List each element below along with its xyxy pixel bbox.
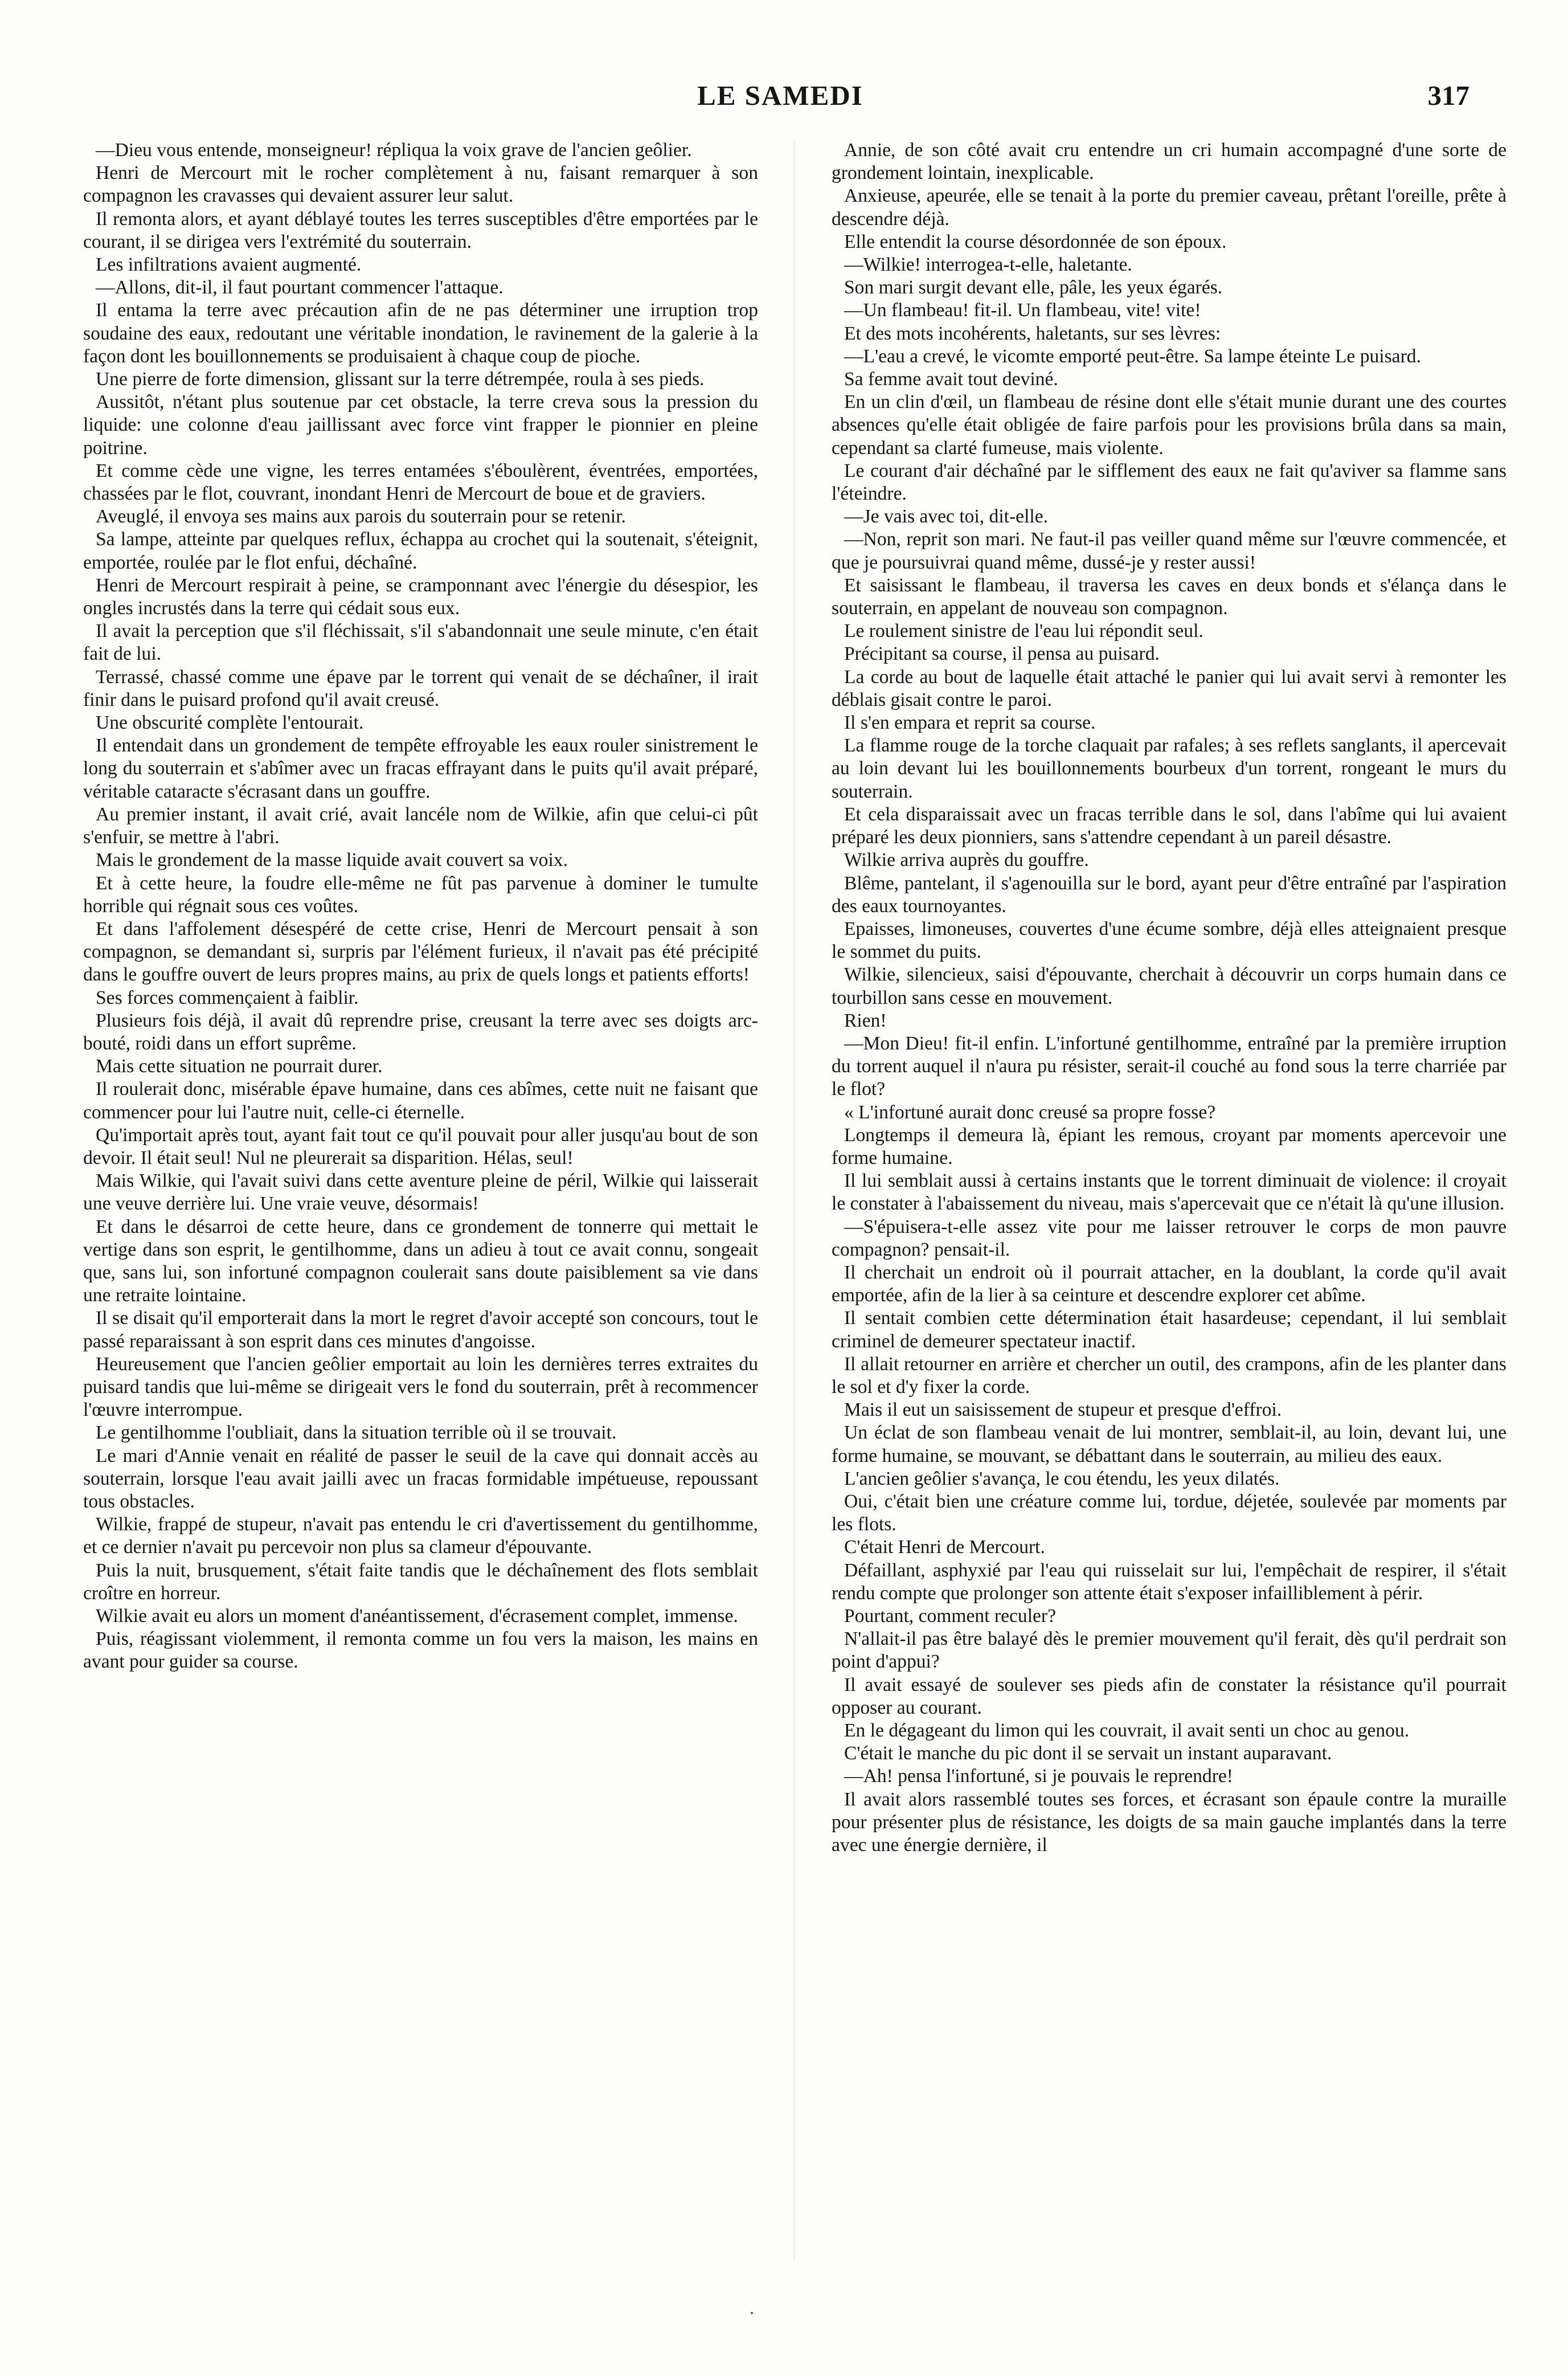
paragraph: Il avait essayé de soulever ses pieds afin de constater la résistance qu'il pourrait opposer au courant. — [832, 1674, 1506, 1718]
paragraph: Et cela disparaissait avec un fracas terrible dans le sol, dans l'abîme qui lui avaient préparé les deux pionniers, sans s'attendre cependant à un pareil désastre. — [832, 803, 1506, 848]
paragraph: Qu'importait après tout, ayant fait tout ce qu'il pouvait pour aller jusqu'au bout de son devoir. Il était seul! Nul ne pleurerait sa disparition. Hélas, seul! — [83, 1124, 758, 1168]
paragraph: Défaillant, asphyxié par l'eau qui ruisselait sur lui, l'empêchait de respirer, il s'était rendu compte que prolonger son attente était s'exposer infailliblement à périr. — [832, 1559, 1506, 1604]
paragraph: Les infiltrations avaient augmenté. — [96, 254, 362, 276]
paragraph: Epaisses, limoneuses, couvertes d'une écume sombre, déjà elles atteignaient presque le sommet du puits. — [832, 918, 1506, 963]
paragraph: Précipitant sa course, il pensa au puisard. — [844, 643, 1160, 665]
paragraph: —Allons, dit-il, il faut pourtant commencer l'attaque. — [96, 277, 503, 299]
paragraph: Anxieuse, apeurée, elle se tenait à la porte du premier caveau, prêtant l'oreille, prête à descendre déjà. — [832, 185, 1506, 230]
paragraph: Il allait retourner en arrière et chercher un outil, des crampons, afin de les planter dans le sol et d'y fixer la corde. — [832, 1353, 1506, 1398]
paragraph: —Ah! pensa l'infortuné, si je pouvais le reprendre! — [844, 1766, 1233, 1787]
paragraph: La flamme rouge de la torche claquait par rafales; à ses reflets sanglants, il apercevait au loin devant lui les bouillonnements bourbeux d'un torrent, rongeant le murs du souterrain. — [832, 735, 1506, 802]
paragraph: Il se disait qu'il emporterait dans la mort le regret d'avoir accepté son concours, tout le passé reparaissant à son esprit dans ces minutes d'angoisse. — [83, 1308, 758, 1352]
paragraph: Aussitôt, n'étant plus soutenue par cet obstacle, la terre creva sous la pression du liquide: une colonne d'eau jaillissant avec force vint frapper le pionnier en pleine poitrine. — [83, 391, 758, 459]
paragraph: Il s'en empara et reprit sa course. — [844, 712, 1096, 734]
paragraph: Et saisissant le flambeau, il traversa les caves en deux bonds et s'élança dans le souterrain, en appelant de nouveau son compagnon. — [832, 574, 1506, 619]
paragraph: Heureusement que l'ancien geôlier emportait au loin les dernières terres extraites du puisard tandis que lui-même se dirigeait vers le fond du souterrain, prêt à recommencer l'œuvre interrompue. — [83, 1353, 758, 1421]
paragraph: Il entendait dans un grondement de tempête effroyable les eaux rouler sinistrement le long du souterrain et s'abîmer avec un fracas effrayant dans le puits qu'il avait préparé, véritable cataracte s'écrasant dans un gouffre. — [83, 735, 758, 802]
paragraph: Il lui semblait aussi à certains instants que le torrent diminuait de violence: il croyait le constater à l'abaissement du niveau, mais s'apercevait que ce n'était là qu'une illusion. — [832, 1170, 1506, 1215]
publication-title: LE SAMEDI — [697, 80, 863, 111]
paragraph: Et comme cède une vigne, les terres entamées s'éboulèrent, éventrées, emportées, chassées par le flot, couvrant, inondant Henri de Mercourt de boue et de graviers. — [83, 460, 758, 505]
paragraph: Wilkie avait eu alors un moment d'anéantissement, d'écrasement complet, immense. — [96, 1605, 738, 1627]
paragraph: Il roulerait donc, misérable épave humaine, dans ces abîmes, cette nuit ne faisant que commencer pour lui l'autre nuit, celle-ci éternelle. — [83, 1078, 758, 1123]
paragraph: La corde au bout de laquelle était attaché le panier qui lui avait servi à remonter les déblais gisait contre le paroi. — [832, 666, 1506, 710]
paragraph: N'allait-il pas être balayé dès le premier mouvement qu'il ferait, dès qu'il perdrait son point d'appui? — [832, 1628, 1506, 1673]
paragraph: Un éclat de son flambeau venait de lui montrer, semblait-il, au loin, devant lui, une forme humaine, se mouvant, se débattant dans le souterrain, au milieu des eaux. — [832, 1422, 1506, 1466]
page-header — [91, 79, 1469, 119]
paragraph: Mais le grondement de la masse liquide avait couvert sa voix. — [96, 849, 568, 871]
paragraph: Le mari d'Annie venait en réalité de passer le seuil de la cave qui donnait accès au souterrain, lorsque l'eau avait jailli avec un fracas formidable impétueuse, repoussant tous obstacles. — [83, 1445, 758, 1512]
paragraph: Sa femme avait tout deviné. — [844, 369, 1058, 390]
paragraph: Pourtant, comment reculer? — [844, 1605, 1057, 1627]
paragraph: Une obscurité complète l'entourait. — [96, 712, 364, 734]
paragraph: —S'épuisera-t-elle assez vite pour me laisser retrouver le corps de mon pauvre compagnon? pensait-il. — [832, 1216, 1506, 1260]
paragraph: C'était le manche du pic dont il se servait un instant auparavant. — [844, 1743, 1332, 1764]
paragraph: Au premier instant, il avait crié, avait lancéle nom de Wilkie, afin que celui-ci pût s'enfuir, se mettre à l'abri. — [83, 803, 758, 848]
paragraph: En le dégageant du limon qui les couvrait, il avait senti un choc au genou. — [844, 1720, 1410, 1742]
left-column — [83, 139, 758, 1674]
paragraph: Aveuglé, il envoya ses mains aux parois du souterrain pour se retenir. — [96, 506, 626, 528]
paragraph: —L'eau a crevé, le vicomte emporté peut-être. Sa lampe éteinte Le puisard. — [844, 345, 1421, 367]
paragraph: Wilkie, silencieux, saisi d'épouvante, cherchait à découvrir un corps humain dans ce tourbillon sans cesse en mouvement. — [832, 964, 1506, 1008]
paragraph: Et dans l'affolement désespéré de cette crise, Henri de Mercourt pensait à son compagnon, se demandant si, surpris par l'élément furieux, il n'avait pas été précipité dans le gouffre ouvert de leurs propres mains, au prix de quels longs et patients efforts! — [83, 918, 758, 986]
paragraph: Elle entendit la course désordonnée de son époux. — [844, 231, 1227, 252]
paragraph: Plusieurs fois déjà, il avait dû reprendre prise, creusant la terre avec ses doigts arc-bouté, roidi dans un effort suprême. — [83, 1010, 758, 1054]
paragraph: Wilkie arriva auprès du gouffre. — [844, 849, 1089, 871]
paragraph: Rien! — [844, 1010, 887, 1031]
paragraph: Mais Wilkie, qui l'avait suivi dans cette aventure pleine de péril, Wilkie qui laisserait une veuve derrière lui. Une vraie veuve, désormais! — [83, 1170, 758, 1215]
paragraph: —Un flambeau! fit-il. Un flambeau, vite! vite! — [844, 300, 1201, 321]
paragraph: Il avait la perception que s'il fléchissait, s'il s'abandonnait une seule minute, c'en était fait de lui. — [83, 620, 758, 665]
column-divider — [794, 141, 795, 2261]
paragraph: Puis, réagissant violemment, il remonta comme un fou vers la maison, les mains en avant pour guider sa course. — [83, 1628, 758, 1673]
print-speck — [751, 2312, 753, 2314]
paragraph: Mais il eut un saisissement de stupeur et presque d'effroi. — [844, 1399, 1282, 1421]
page-number: 317 — [1427, 80, 1469, 111]
paragraph: Il cherchait un endroit où il pourrait attacher, en la doublant, la corde qu'il avait emportée, afin de la lier à sa ceinture et descendre explorer cet abîme. — [832, 1261, 1506, 1306]
paragraph: —Dieu vous entende, monseigneur! répliqua la voix grave de l'ancien geôlier. — [96, 140, 692, 161]
paragraph: Oui, c'était bien une créature comme lui, tordue, déjetée, soulevée par moments par les flots. — [832, 1490, 1506, 1535]
paragraph: Henri de Mercourt respirait à peine, se cramponnant avec l'énergie du désespior, les ongles incrustés dans la terre qui cédait sous eux. — [83, 574, 758, 619]
paragraph: Il entama la terre avec précaution afin de ne pas déterminer une irruption trop soudaine des eaux, redoutant une véritable inondation, le ravinement de la galerie à la façon dont les bouillonnements se produisaient à chaque coup de pioche. — [83, 300, 758, 367]
paragraph: En un clin d'œil, un flambeau de résine dont elle s'était munie durant une des courtes absences qu'elle était obligée de faire parfois pour les provisions brûla dans sa main, cependant sa clarté fumeuse, mais violente. — [832, 391, 1506, 459]
paragraph: —Mon Dieu! fit-il enfin. L'infortuné gentilhomme, entraîné par la première irruption du torrent auquel il n'aura pu résister, serait-il couché au fond sous la terre charriée par le flot? — [832, 1032, 1506, 1100]
paragraph: Il sentait combien cette détermination était hasardeuse; cependant, il lui semblait criminel de demeurer spectateur inactif. — [832, 1308, 1506, 1352]
paragraph: Ses forces commençaient à faiblir. — [96, 987, 359, 1008]
paragraph: Et des mots incohérents, haletants, sur ses lèvres: — [844, 322, 1221, 344]
paragraph: « L'infortuné aurait donc creusé sa propre fosse? — [844, 1101, 1216, 1123]
paragraph: Annie, de son côté avait cru entendre un cri humain accompagné d'une sorte de grondement lointain, inexplicable. — [832, 140, 1506, 184]
paragraph: Et dans le désarroi de cette heure, dans ce grondement de tonnerre qui mettait le vertige dans son esprit, le gentilhomme, dans un adieu à tout ce avait connu, songeait que, sans lui, son infortuné compagnon coulerait sans doute paisiblement sa vie dans une retraite lointaine. — [83, 1216, 758, 1306]
paragraph: Terrassé, chassé comme une épave par le torrent qui venait de se déchaîner, il irait finir dans le puisard profond qu'il avait creusé. — [83, 666, 758, 710]
paragraph: Le roulement sinistre de l'eau lui répondit seul. — [844, 620, 1203, 642]
paragraph: Le gentilhomme l'oubliait, dans la situation terrible où il se trouvait. — [96, 1422, 617, 1444]
paragraph: Il avait alors rassemblé toutes ses forces, et écrasant son épaule contre la muraille pour présenter plus de résistance, les doigts de sa main gauche implantés dans la terre avec une énergie dernière, il — [832, 1788, 1506, 1856]
paragraph: Blême, pantelant, il s'agenouilla sur le bord, ayant peur d'être entraîné par l'aspiration des eaux tournoyantes. — [832, 872, 1506, 917]
paragraph: Puis la nuit, brusquement, s'était faite tandis que le déchaînement des flots semblait croître en horreur. — [83, 1559, 758, 1604]
paragraph: Une pierre de forte dimension, glissant sur la terre détrempée, roula à ses pieds. — [96, 369, 705, 390]
paragraph: C'était Henri de Mercourt. — [844, 1537, 1045, 1558]
paragraph: Le courant d'air déchaîné par le sifflement des eaux ne fait qu'aviver sa flamme sans l'éteindre. — [832, 460, 1506, 505]
paragraph: Henri de Mercourt mit le rocher complètement à nu, faisant remarquer à son compagnon les cravasses qui devaient assurer leur salut. — [83, 162, 758, 207]
paragraph: Longtemps il demeura là, épiant les remous, croyant par moments apercevoir une forme humaine. — [832, 1124, 1506, 1168]
paragraph: Mais cette situation ne pourrait durer. — [96, 1056, 383, 1077]
right-column — [832, 139, 1506, 1857]
paragraph: L'ancien geôlier s'avança, le cou étendu, les yeux dilatés. — [844, 1468, 1280, 1489]
paragraph: Et à cette heure, la foudre elle-même ne fût pas parvenue à dominer le tumulte horrible qui régnait sous ces voûtes. — [83, 872, 758, 917]
paragraph: —Wilkie! interrogea-t-elle, haletante. — [844, 254, 1132, 276]
paragraph: Son mari surgit devant elle, pâle, les yeux égarés. — [844, 277, 1223, 299]
paragraph: —Je vais avec toi, dit-elle. — [844, 506, 1049, 528]
paragraph: Sa lampe, atteinte par quelques reflux, échappa au crochet qui la soutenait, s'éteignit, emportée, roulée par le flot enfui, déchaîné. — [83, 529, 758, 573]
paragraph: —Non, reprit son mari. Ne faut-il pas veiller quand même sur l'œuvre commencée, et que je poursuivrai quand même, dussé-je y rester aussi! — [832, 529, 1506, 573]
paragraph: Il remonta alors, et ayant déblayé toutes les terres susceptibles d'être emportées par le courant, il se dirigea vers l'extrémité du souterrain. — [83, 208, 758, 252]
paragraph: Wilkie, frappé de stupeur, n'avait pas entendu le cri d'avertissement du gentilhomme, et ce dernier n'avait pu percevoir non plus sa clameur d'épouvante. — [83, 1514, 758, 1558]
